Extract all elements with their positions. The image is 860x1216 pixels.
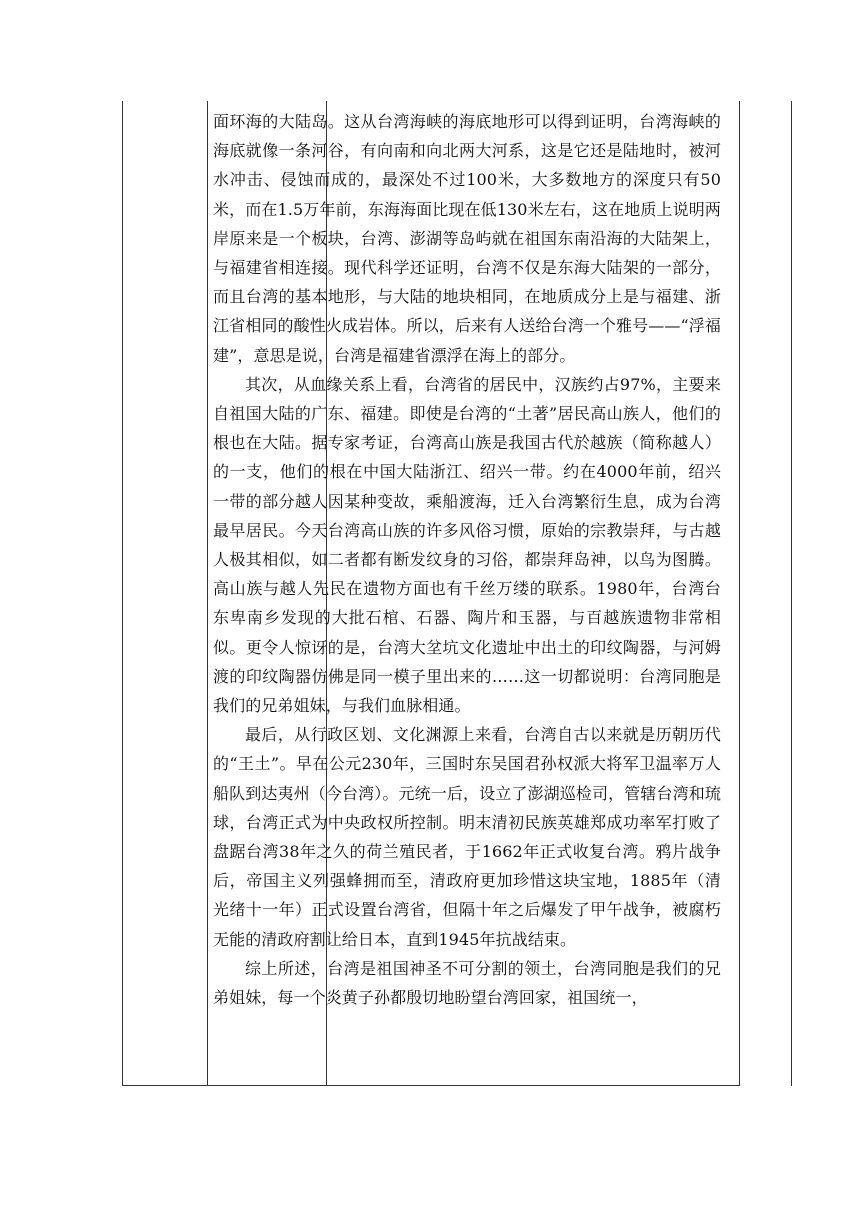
paragraph-bloodline: 其次，从血缘关系上看，台湾省的居民中，汉族约占97%，主要来自祖国大陆的广东、福建。即使是台湾的“土著”居民高山族人，他们的根也在大陆。据专家考证，台湾高山族是我国古代於越族（简称越人）的一支，他们的根在中国大陆浙江、绍兴一带。约在4000年前，绍兴一带的部分越人因某种变故，乘船渡海，迁入台湾繁衍生息，成为台湾最早居民。今天台湾高山族的许多风俗习惯，原始的宗教崇拜，与古越人极其相似，如二者都有断发纹身的习俗，都崇拜岛神，以鸟为图腾。高山族与越人先民在遗物方面也有千丝万缕的联系。1980年，台湾台东卑南乡发现的大批石棺、石器、陶片和玉器，与百越族遗物非常相似。更令人惊讶的是，台湾大坌坑文化遗址中出土的印纹陶器，与河姆渡的印纹陶器仿佛是同一模子里出来的……这一切都说明：台湾同胞是我们的兄弟姐妹，与我们血脉相通。 — [213, 374, 721, 716]
right-margin-line — [791, 101, 792, 1086]
column-divider-1 — [207, 101, 208, 1085]
document-body — [213, 107, 721, 1012]
paragraph-administration: 最后，从行政区划、文化渊源上来看，台湾自古以来就是历朝历代的“王土”。早在公元230年，三国时东吴国君孙权派大将军卫温率万人船队到达夷州（今台湾）。元统一后，设立了澎湖巡检司，管辖台湾和琉球，台湾正式为中央政权所控制。明末清初民族英雄郑成功率军打败了盘踞台湾38年之久的荷兰殖民者，于1662年正式收复台湾。鸦片战争后，帝国主义列强蜂拥而至，清政府更加珍惜这块宝地，1885年（清光绪十一年）正式设置台湾省，但隔十年之后爆发了甲午战争，被腐朽无能的清政府割让给日本，直到1945年抗战结束。 — [213, 725, 721, 949]
paragraph-conclusion: 综上所述，台湾是祖国神圣不可分割的领土，台湾同胞是我们的兄弟姐妹，每一个炎黄子孙都殷切地盼望台湾回家，祖国统一， — [213, 958, 721, 1008]
paragraph-continuation: 面环海的大陆岛。这从台湾海峡的海底地形可以得到证明，台湾海峡的海底就像一条河谷，有向南和向北两大河系，这是它还是陆地时，被河水冲击、侵蚀而成的，最深处不过100米，大多数地方的深度只有50米，而在1.5万年前，东海海面比现在低130米左右，这在地质上说明两岸原来是一个板块，台湾、澎湖等岛屿就在祖国东南沿海的大陆架上，与福建省相连接。现代科学还证明，台湾不仅是东海大陆架的一部分，而且台湾的基本地形，与大陆的地块相同，在地质成分上是与福建、浙江省相同的酸性火成岩体。所以，后来有人送给台湾一个雅号——“浮福建”，意思是说，台湾是福建省漂浮在海上的部分。 — [213, 112, 721, 365]
